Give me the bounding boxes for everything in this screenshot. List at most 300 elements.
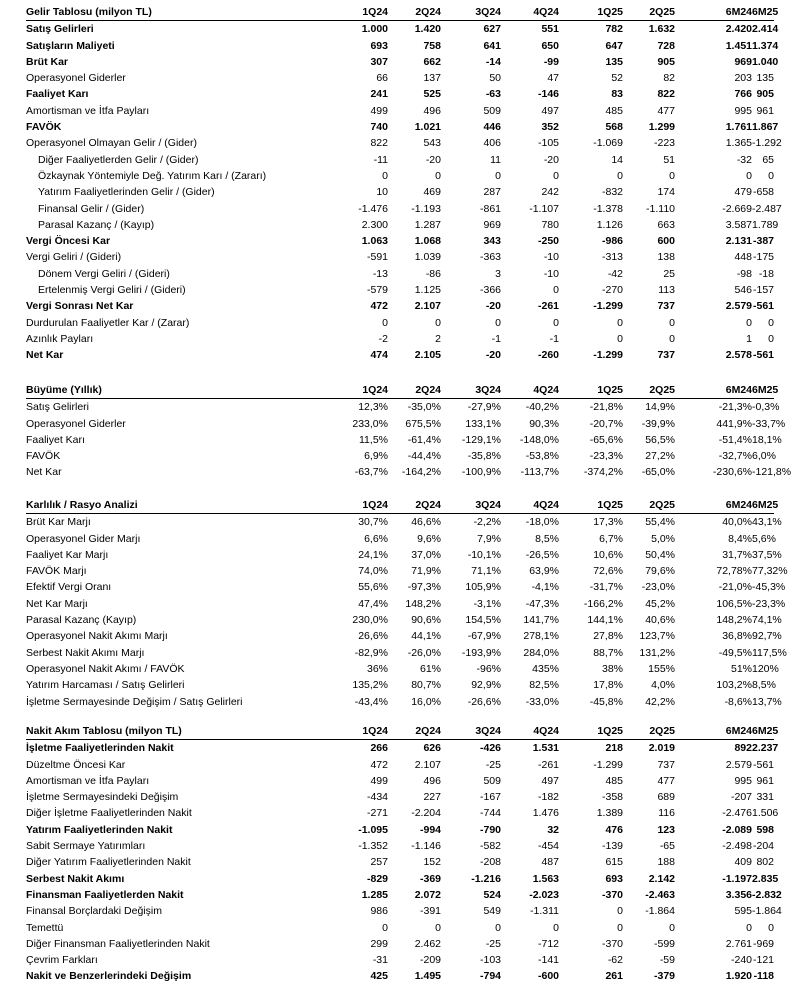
cell-value: 595 bbox=[734, 905, 752, 918]
cell-value: -1 bbox=[491, 332, 501, 345]
cell-value: -20 bbox=[485, 349, 501, 362]
row-label: Vergi Geliri / (Gideri) bbox=[26, 251, 122, 264]
row-label: Faaliyet Kar Marjı bbox=[26, 548, 109, 561]
table-row bbox=[26, 871, 774, 887]
cell-value: -175 bbox=[752, 251, 774, 264]
cell-value: 8,5% bbox=[535, 532, 559, 545]
cell-value: -434 bbox=[366, 791, 388, 804]
cell-value: 2.300 bbox=[361, 218, 388, 231]
table-row bbox=[26, 233, 774, 249]
cell-value: 3 bbox=[495, 267, 501, 280]
cell-value: -65,0% bbox=[641, 466, 675, 479]
cell-value: 2.237 bbox=[752, 742, 779, 755]
column-header: 4Q24 bbox=[501, 497, 559, 514]
cell-value: 693 bbox=[370, 39, 388, 52]
cell-value: 32 bbox=[547, 823, 559, 836]
cell-value: 82,5% bbox=[529, 679, 559, 692]
cell-value: 1.451 bbox=[725, 39, 752, 52]
cell-value: 1.531 bbox=[532, 742, 559, 755]
cell-value: -1.378 bbox=[593, 202, 623, 215]
table-row bbox=[26, 628, 774, 644]
cell-value: -20 bbox=[543, 153, 559, 166]
table-row bbox=[26, 968, 774, 984]
cell-value: -45,8% bbox=[589, 695, 623, 708]
cell-value: -23,3% bbox=[589, 450, 623, 463]
row-label: Yatırım Harcaması / Satış Gelirleri bbox=[26, 679, 185, 692]
cell-value: 278,1% bbox=[523, 630, 559, 643]
row-label: İşletme Sermayesinde Değişim / Satış Gelirleri bbox=[26, 695, 243, 708]
row-label: Diğer Yatırım Faaliyetlerinden Nakit bbox=[26, 856, 191, 869]
cell-value: 497 bbox=[541, 774, 559, 787]
section-title: Nakit Akım Tablosu (milyon TL) bbox=[26, 723, 296, 740]
cell-value: 485 bbox=[605, 774, 623, 787]
row-label: FAVÖK Marjı bbox=[26, 565, 87, 578]
cell-value: 105,9% bbox=[465, 581, 501, 594]
cell-value: 0 bbox=[746, 921, 752, 934]
cell-value: 969 bbox=[734, 55, 752, 68]
row-label: Amortisman ve İtfa Payları bbox=[26, 104, 150, 117]
cell-value: -26,5% bbox=[525, 548, 559, 561]
cell-value: -13 bbox=[372, 267, 388, 280]
cell-value: -561 bbox=[752, 349, 774, 362]
cell-value: 12,3% bbox=[358, 401, 388, 414]
cell-value: 92,9% bbox=[471, 679, 501, 692]
cell-value: -129,1% bbox=[461, 433, 501, 446]
cell-value: -121,8% bbox=[752, 466, 792, 479]
cell-value: 113 bbox=[658, 284, 675, 297]
cell-value: -712 bbox=[537, 937, 559, 950]
cell-value: 17,8% bbox=[593, 679, 623, 692]
cell-value: 6,7% bbox=[599, 532, 623, 545]
cell-value: 892 bbox=[734, 742, 752, 755]
cell-value: 47,4% bbox=[358, 597, 388, 610]
cell-value: -2 bbox=[378, 332, 388, 345]
table-row bbox=[26, 514, 774, 531]
section-table bbox=[26, 382, 792, 481]
cell-value: 45,2% bbox=[645, 597, 675, 610]
cell-value: -1.110 bbox=[646, 202, 675, 215]
cell-value: -32,7% bbox=[718, 450, 752, 463]
cell-value: -25 bbox=[485, 758, 501, 771]
column-header: 2Q25 bbox=[623, 382, 675, 399]
cell-value: -2.832 bbox=[752, 888, 782, 901]
table-row bbox=[26, 217, 774, 233]
cell-value: 88,7% bbox=[593, 646, 623, 659]
cell-value: 647 bbox=[605, 39, 623, 52]
cell-value: 474 bbox=[370, 349, 388, 362]
cell-value: 152 bbox=[423, 856, 441, 869]
table-row bbox=[26, 315, 774, 331]
cell-value: -261 bbox=[537, 758, 559, 771]
cell-value: 568 bbox=[605, 121, 623, 134]
cell-value: 352 bbox=[541, 121, 559, 134]
cell-value: 90,6% bbox=[411, 614, 441, 627]
row-label: Operasyonel Giderler bbox=[26, 417, 126, 430]
cell-value: -103 bbox=[479, 954, 501, 967]
cell-value: -182 bbox=[537, 791, 559, 804]
cell-value: 472 bbox=[370, 300, 388, 313]
cell-value: -148,0% bbox=[519, 433, 559, 446]
cell-value: 689 bbox=[657, 791, 675, 804]
cell-value: 995 bbox=[734, 104, 752, 117]
cell-value: 1.420 bbox=[414, 23, 441, 36]
cell-value: 46,6% bbox=[411, 516, 441, 529]
cell-value: 472 bbox=[370, 758, 388, 771]
cell-value: -141 bbox=[537, 954, 559, 967]
row-label: Operasyonel Giderler bbox=[26, 72, 126, 85]
table-row bbox=[26, 805, 774, 821]
row-label: Finansman Faaliyetlerden Nakit bbox=[26, 888, 184, 901]
table-row bbox=[26, 135, 774, 151]
cell-value: -18 bbox=[758, 267, 774, 280]
cell-value: -35,8% bbox=[467, 450, 501, 463]
cell-value: 120% bbox=[752, 662, 779, 675]
table-row bbox=[26, 563, 774, 579]
cell-value: 261 bbox=[605, 970, 623, 983]
table-row bbox=[26, 266, 774, 282]
cell-value: 496 bbox=[423, 104, 441, 117]
cell-value: 343 bbox=[483, 235, 501, 248]
cell-value: 728 bbox=[657, 39, 675, 52]
cell-value: -63,7% bbox=[354, 466, 388, 479]
column-header: 3Q24 bbox=[441, 4, 501, 21]
cell-value: 905 bbox=[657, 55, 675, 68]
table-row bbox=[26, 416, 774, 432]
cell-value: 1.761 bbox=[725, 121, 752, 134]
cell-value: 72,6% bbox=[593, 565, 623, 578]
cell-value: 448 bbox=[734, 251, 752, 264]
row-label: FAVÖK bbox=[26, 121, 62, 134]
cell-value: -426 bbox=[479, 742, 501, 755]
column-header: 2Q25 bbox=[623, 723, 675, 740]
cell-value: -1.299 bbox=[593, 349, 623, 362]
cell-value: -193,9% bbox=[461, 646, 501, 659]
cell-value: -363 bbox=[479, 251, 501, 264]
column-header: 1Q24 bbox=[296, 497, 388, 514]
row-label: Diğer İşletme Faaliyetlerinden Nakit bbox=[26, 807, 192, 820]
cell-value: -11 bbox=[373, 153, 388, 166]
cell-value: 1 bbox=[746, 332, 752, 345]
cell-value: 1.476 bbox=[532, 807, 559, 820]
cell-value: -35,0% bbox=[407, 401, 441, 414]
column-header: 2Q24 bbox=[388, 4, 441, 21]
section-title: Büyüme (Yıllık) bbox=[26, 382, 296, 399]
cell-value: 1.374 bbox=[752, 39, 779, 52]
column-header: 2Q25 bbox=[623, 4, 675, 21]
cell-value: 822 bbox=[657, 88, 675, 101]
cell-value: -166,2% bbox=[583, 597, 623, 610]
cell-value: 2.142 bbox=[648, 872, 675, 885]
cell-value: -65,6% bbox=[589, 433, 623, 446]
column-header: 1Q24 bbox=[296, 723, 388, 740]
cell-value: -8,6% bbox=[724, 695, 752, 708]
cell-value: 1.063 bbox=[361, 235, 388, 248]
cell-value: 487 bbox=[541, 856, 559, 869]
cell-value: 287 bbox=[483, 186, 501, 199]
row-label: Temettü bbox=[26, 921, 64, 934]
cell-value: 38% bbox=[601, 662, 623, 675]
table-row bbox=[26, 596, 774, 612]
column-header: 6M24 bbox=[675, 723, 752, 740]
cell-value: 50 bbox=[489, 72, 501, 85]
cell-value: 0 bbox=[382, 169, 388, 182]
cell-value: 203 bbox=[734, 72, 752, 85]
cell-value: -2.476 bbox=[722, 807, 752, 820]
cell-value: 37,0% bbox=[411, 548, 441, 561]
cell-value: -43,4% bbox=[354, 695, 388, 708]
row-label: Satış Gelirleri bbox=[26, 23, 94, 36]
cell-value: -1.476 bbox=[358, 202, 388, 215]
cell-value: -31 bbox=[372, 954, 388, 967]
cell-value: 18,1% bbox=[752, 433, 782, 446]
section-header-row bbox=[26, 723, 774, 740]
cell-value: 737 bbox=[657, 300, 675, 313]
column-header: 2Q25 bbox=[623, 497, 675, 514]
cell-value: 485 bbox=[605, 104, 623, 117]
table-row bbox=[26, 661, 774, 677]
cell-value: 2.462 bbox=[414, 937, 441, 950]
cell-value: 780 bbox=[541, 218, 559, 231]
cell-value: 40,0% bbox=[722, 516, 752, 529]
cell-value: 0 bbox=[495, 169, 501, 182]
column-header: 6M24 bbox=[675, 497, 752, 514]
cell-value: 135 bbox=[756, 72, 774, 85]
cell-value: 307 bbox=[370, 55, 388, 68]
cell-value: 138 bbox=[657, 251, 675, 264]
cell-value: -21,3% bbox=[718, 401, 752, 414]
cell-value: 65 bbox=[762, 153, 774, 166]
cell-value: -2.487 bbox=[752, 202, 782, 215]
cell-value: 36% bbox=[366, 662, 388, 675]
cell-value: 2.835 bbox=[752, 872, 779, 885]
cell-value: 1.365 bbox=[725, 137, 752, 150]
cell-value: 233,0% bbox=[352, 417, 388, 430]
cell-value: 1.287 bbox=[414, 218, 441, 231]
cell-value: -391 bbox=[419, 905, 441, 918]
section-table bbox=[26, 723, 782, 985]
cell-value: 737 bbox=[657, 758, 675, 771]
cell-value: -2.023 bbox=[529, 888, 559, 901]
row-label: Satış Gelirleri bbox=[26, 401, 90, 414]
cell-value: -240 bbox=[730, 954, 752, 967]
column-header: 1Q24 bbox=[296, 4, 388, 21]
cell-value: 499 bbox=[370, 104, 388, 117]
cell-value: -40,2% bbox=[525, 401, 559, 414]
column-header: 4Q24 bbox=[501, 723, 559, 740]
cell-value: -20 bbox=[485, 300, 501, 313]
cell-value: 0 bbox=[553, 284, 559, 297]
table-row bbox=[26, 579, 774, 595]
cell-value: 299 bbox=[370, 937, 388, 950]
cell-value: 10,6% bbox=[593, 548, 623, 561]
cell-value: -21,0% bbox=[718, 581, 752, 594]
cell-value: 406 bbox=[483, 137, 501, 150]
cell-value: -21,8% bbox=[589, 401, 623, 414]
cell-value: 0 bbox=[495, 921, 501, 934]
cell-value: 995 bbox=[734, 774, 752, 787]
cell-value: 1.125 bbox=[414, 284, 441, 297]
cell-value: 496 bbox=[423, 774, 441, 787]
cell-value: -62 bbox=[607, 954, 623, 967]
cell-value: 3.587 bbox=[725, 218, 752, 231]
table-row bbox=[26, 38, 774, 54]
column-header: 2Q24 bbox=[388, 497, 441, 514]
table-row bbox=[26, 903, 774, 919]
row-label: Ertelenmiş Vergi Geliri / (Gideri) bbox=[38, 284, 186, 297]
cell-value: -794 bbox=[479, 970, 501, 983]
row-label: Faaliyet Karı bbox=[26, 88, 89, 101]
cell-value: -2.463 bbox=[645, 888, 675, 901]
cell-value: -26,6% bbox=[467, 695, 501, 708]
cell-value: 37,5% bbox=[752, 548, 782, 561]
cell-value: 6,0% bbox=[752, 450, 776, 463]
cell-value: 0 bbox=[495, 316, 501, 329]
table-row bbox=[26, 952, 774, 968]
cell-value: -10 bbox=[543, 251, 559, 264]
cell-value: 0 bbox=[768, 169, 774, 182]
cell-value: 10 bbox=[376, 186, 388, 199]
cell-value: -223 bbox=[653, 137, 675, 150]
table-row bbox=[26, 399, 774, 416]
row-label: Sabit Sermaye Yatırımları bbox=[26, 840, 146, 853]
cell-value: 509 bbox=[483, 774, 501, 787]
cell-value: 74,1% bbox=[752, 614, 782, 627]
cell-value: -1.216 bbox=[471, 872, 501, 885]
cell-value: 148,2% bbox=[716, 614, 752, 627]
row-label: Serbest Nakit Akımı bbox=[26, 872, 125, 885]
cell-value: 441,9% bbox=[716, 417, 752, 430]
table-row bbox=[26, 168, 774, 184]
cell-value: 2.105 bbox=[414, 349, 441, 362]
cell-value: 227 bbox=[423, 791, 441, 804]
cell-value: 1.021 bbox=[414, 121, 441, 134]
cell-value: -207 bbox=[730, 791, 752, 804]
cell-value: 257 bbox=[370, 856, 388, 869]
cell-value: -379 bbox=[653, 970, 675, 983]
cell-value: -261 bbox=[537, 300, 559, 313]
row-label: Çevrim Farkları bbox=[26, 954, 98, 967]
column-header: 1Q25 bbox=[559, 723, 623, 740]
row-label: Nakit ve Benzerlerindeki Değişim bbox=[26, 970, 192, 983]
cell-value: -10 bbox=[543, 267, 559, 280]
cell-value: -366 bbox=[479, 284, 501, 297]
cell-value: -33,0% bbox=[525, 695, 559, 708]
cell-value: 5,6% bbox=[752, 532, 776, 545]
cell-value: 0 bbox=[669, 169, 675, 182]
cell-value: -31,7% bbox=[589, 581, 623, 594]
cell-value: 0 bbox=[669, 332, 675, 345]
cell-value: -1.311 bbox=[530, 905, 559, 918]
row-label: Operasyonel Gider Marjı bbox=[26, 532, 141, 545]
cell-value: -167 bbox=[479, 791, 501, 804]
cell-value: 137 bbox=[423, 72, 441, 85]
cell-value: -260 bbox=[537, 349, 559, 362]
row-label: Durdurulan Faaliyetler Kar / (Zarar) bbox=[26, 316, 190, 329]
cell-value: 822 bbox=[370, 137, 388, 150]
cell-value: 27,2% bbox=[645, 450, 675, 463]
cell-value: -100,9% bbox=[461, 466, 501, 479]
cell-value: 2.107 bbox=[414, 758, 441, 771]
table-row bbox=[26, 464, 774, 480]
cell-value: 626 bbox=[423, 742, 441, 755]
cell-value: 11 bbox=[490, 153, 501, 166]
cell-value: 14 bbox=[611, 153, 623, 166]
table-row bbox=[26, 432, 774, 448]
column-header: 2Q24 bbox=[388, 723, 441, 740]
table-row bbox=[26, 887, 774, 903]
row-label: Operasyonel Nakit Akımı / FAVÖK bbox=[26, 662, 185, 675]
cell-value: 0 bbox=[768, 921, 774, 934]
column-header: 4Q24 bbox=[501, 4, 559, 21]
cell-value: -82,9% bbox=[354, 646, 388, 659]
cell-value: 148,2% bbox=[405, 597, 441, 610]
cell-value: 615 bbox=[605, 856, 623, 869]
cell-value: 144,1% bbox=[587, 614, 623, 627]
cell-value: -47,3% bbox=[525, 597, 559, 610]
cell-value: -744 bbox=[479, 807, 501, 820]
cell-value: 0 bbox=[553, 921, 559, 934]
cell-value: -99 bbox=[543, 55, 559, 68]
table-row bbox=[26, 249, 774, 265]
cell-value: 1.000 bbox=[361, 23, 388, 36]
cell-value: 36,8% bbox=[722, 630, 752, 643]
cell-value: 141,7% bbox=[523, 614, 559, 627]
cell-value: 435% bbox=[532, 662, 559, 675]
cell-value: 155% bbox=[648, 662, 675, 675]
table-row bbox=[26, 347, 774, 363]
cell-value: 905 bbox=[756, 88, 774, 101]
cell-value: 0 bbox=[669, 316, 675, 329]
cell-value: -561 bbox=[752, 758, 774, 771]
cell-value: 11,5% bbox=[359, 433, 388, 446]
cell-value: 25 bbox=[663, 267, 675, 280]
row-label: Vergi Sonrası Net Kar bbox=[26, 300, 134, 313]
cell-value: 476 bbox=[605, 823, 623, 836]
cell-value: -20,7% bbox=[589, 417, 623, 430]
cell-value: 1.789 bbox=[752, 218, 779, 231]
cell-value: 650 bbox=[541, 39, 559, 52]
row-label: Finansal Gelir / (Gider) bbox=[38, 202, 145, 215]
cell-value: 174 bbox=[657, 186, 675, 199]
row-label: Operasyonel Nakit Akımı Marjı bbox=[26, 630, 168, 643]
row-label: Amortisman ve İtfa Payları bbox=[26, 774, 150, 787]
cell-value: 1.068 bbox=[414, 235, 441, 248]
cell-value: -39,9% bbox=[641, 417, 675, 430]
cell-value: 9,6% bbox=[417, 532, 441, 545]
cell-value: 737 bbox=[657, 349, 675, 362]
cell-value: 7,9% bbox=[477, 532, 501, 545]
cell-value: 1.495 bbox=[414, 970, 441, 983]
cell-value: 961 bbox=[756, 774, 774, 787]
cell-value: 42,2% bbox=[645, 695, 675, 708]
cell-value: -2.669 bbox=[722, 202, 752, 215]
cell-value: 103,2% bbox=[716, 679, 752, 692]
cell-value: -18,0% bbox=[525, 516, 559, 529]
cell-value: 230,0% bbox=[352, 614, 388, 627]
cell-value: -208 bbox=[479, 856, 501, 869]
cell-value: -250 bbox=[537, 235, 559, 248]
cell-value: 24,1% bbox=[358, 548, 388, 561]
cell-value: -33,7% bbox=[752, 417, 786, 430]
cell-value: 1.867 bbox=[752, 121, 779, 134]
cell-value: 50,4% bbox=[645, 548, 675, 561]
cell-value: 116 bbox=[658, 807, 675, 820]
table-row bbox=[26, 331, 774, 347]
row-label: Vergi Öncesi Kar bbox=[26, 235, 111, 248]
cell-value: -86 bbox=[425, 267, 441, 280]
cell-value: -969 bbox=[752, 937, 774, 950]
cell-value: -113,7% bbox=[520, 466, 559, 479]
